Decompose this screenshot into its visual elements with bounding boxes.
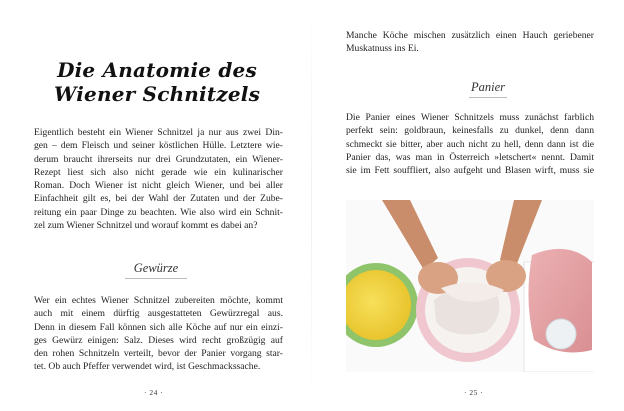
meat-board <box>524 249 594 372</box>
text-line: Eigentlich besteht ein Wiener Schnitzel ja nur aus zwei Din- <box>34 127 283 138</box>
text-line: Denn in diesem Fall können sich alle Köche auf nur ein einzi- <box>34 321 283 333</box>
text-line: schmeckt sie bitter, aber auch nicht zu hell, denn dann ist die <box>346 138 594 150</box>
text-line: zel zum Wiener Schnitzel und worauf kommt es dabei an? <box>34 220 258 232</box>
continued-paragraph <box>346 29 594 56</box>
subheading-underline <box>125 278 187 279</box>
text-line: gen – dem Fleisch und seiner köstlichen Hülle. Letztere wie- <box>34 140 283 152</box>
subheading-text: Gewürze <box>133 261 179 275</box>
subheading-gewuerze <box>100 261 212 279</box>
text-line: ges Gewürz einigen: Salz. Dieses wird recht großzügig auf <box>34 334 283 346</box>
text-line: tet. Ob auch Pfeffer verwendet wird, ist Geschmackssache. <box>34 361 261 373</box>
gewuerze-paragraph <box>34 294 283 374</box>
page-number: · 24 · <box>144 388 164 397</box>
panier-paragraph <box>346 111 594 177</box>
text-line: Manche Köche mischen zusätzlich einen Hauch geriebener <box>346 30 594 41</box>
title-line-2: Wiener Schnitzels <box>53 82 261 106</box>
text-line: Roman. Doch Wiener ist nicht gleich Wiener, und bei aller <box>34 180 283 192</box>
chapter-title <box>32 58 282 106</box>
subheading-underline <box>469 97 507 98</box>
text-line: Einfachheit gilt es, bei der Wahl der Zutaten und der Zube- <box>34 193 283 205</box>
text-line: perfekt sein: goldbraun, keinesfalls zu dunkel, denn dann <box>346 125 594 137</box>
text-line: Die Panier eines Wiener Schnitzels muss zunächst farblich <box>346 112 594 123</box>
text-line: den rohen Schnitzeln verteilt, bevor der Panier vorgang star- <box>34 348 283 360</box>
title-line-1: Die Anatomie des <box>57 58 257 82</box>
text-line: auch mit einem dürftig ausgestatteten Gewürzregal aus. <box>34 308 283 320</box>
page-number: · 25 · <box>464 388 484 397</box>
text-line: Panier das, was man in Österreich »letschert« nennt. Damit <box>346 151 594 163</box>
text-line: sie im Fett souffliert, also aufgeht und Blasen wirft, muss sie <box>346 165 594 177</box>
subheading-panier <box>432 80 544 98</box>
subheading-text: Panier <box>470 80 506 94</box>
breading-photo <box>346 200 594 372</box>
text-line: Wer ein echtes Wiener Schnitzel zubereiten möchte, kommt <box>34 295 283 306</box>
text-line: derum braucht ihrerseits nur drei Grundzutaten, ein Wiener- <box>34 153 283 165</box>
intro-paragraph <box>34 126 283 232</box>
text-line: reitung ein paar Dinge zu beachten. Wie also wird ein Schnit- <box>34 206 283 218</box>
text-line: Rezept liest sich also nicht gerade wie ein kulinarischer <box>34 166 283 178</box>
right-page <box>312 0 624 411</box>
breading-illustration <box>346 200 594 372</box>
text-line: Muskatnuss ins Ei. <box>346 43 419 55</box>
